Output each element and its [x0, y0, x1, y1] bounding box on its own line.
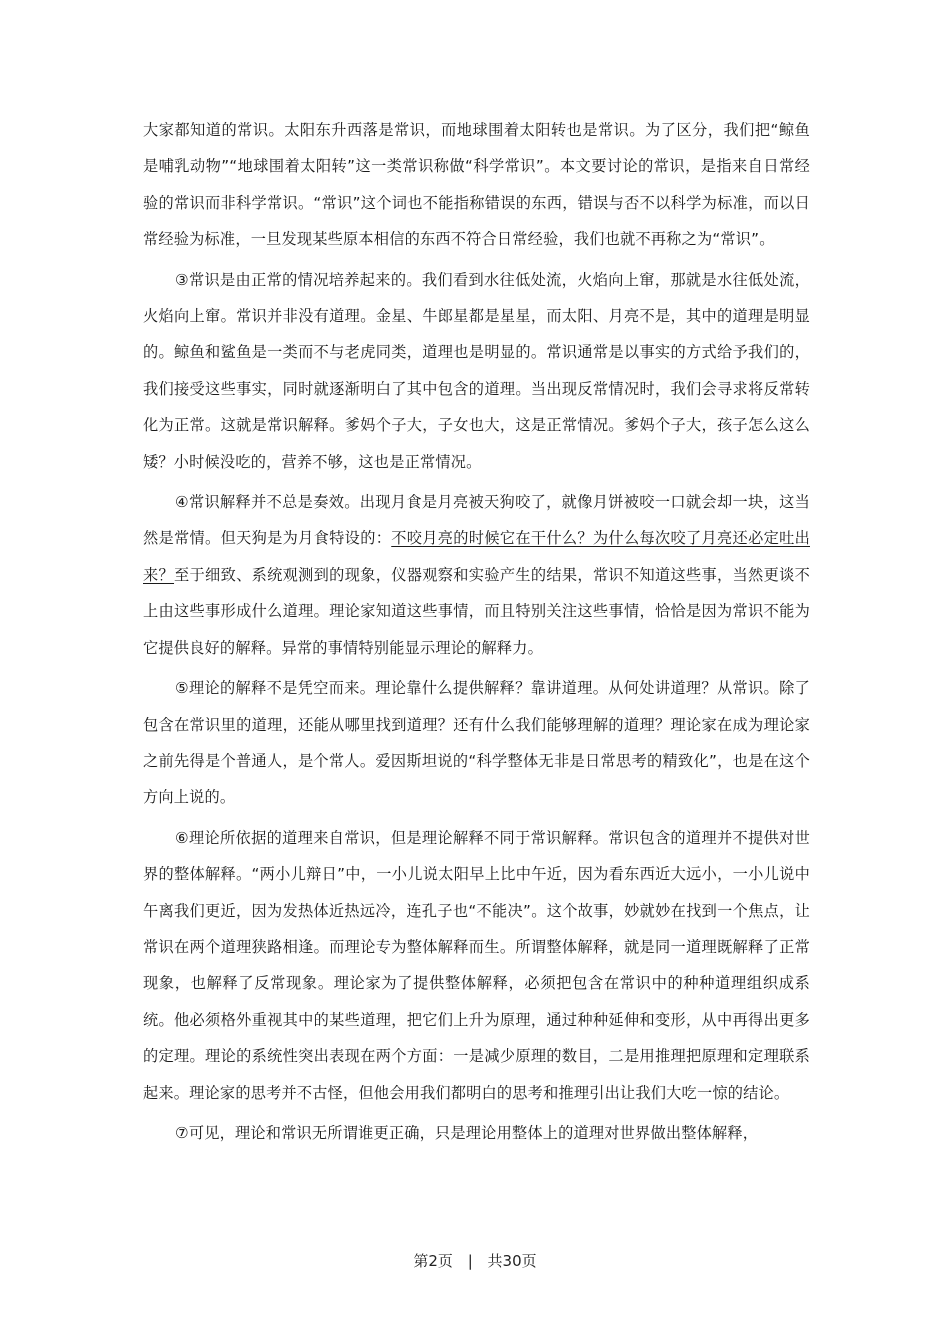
page-number: 第2页: [413, 1252, 453, 1270]
paragraph-6: ⑥理论所依据的道理来自常识，但是理论解释不同于常识解释。常识包含的道理并不提供对世界的整体解释。“两小儿辩日”中，一小儿说太阳早上比中午近，因为看东西近大远小，一小儿说中午离我们更近，因为发热体近热远冷，连孔子也“不能决”。这个故事，妙就妙在找到一个焦点，让常识在两个道理狭路相逢。而理论专为整体解释而生。所谓整体解释，就是同一道理既解释了正常现象，也解释了反常现象。理论家为了提供整体解释，必须把包含在常识中的种种道理组织成系统。他必须格外重视其中的某些道理，把它们上升为原理，通过种种延伸和变形，从中再得出更多的定理。理论的系统性突出表现在两个方面：一是减少原理的数目，二是用推理把原理和定理联系起来。理论家的思考并不古怪，但他会用我们都明白的思考和推理引出让我们大吃一惊的结论。: [143, 828, 810, 1102]
total-pages: 共30页: [487, 1252, 537, 1270]
footer-separator: |: [467, 1252, 473, 1270]
paragraph-7: ⑦可见，理论和常识无所谓谁更正确，只是理论用整体上的道理对世界做出整体解释，: [175, 1123, 759, 1142]
article-body: [143, 112, 810, 1155]
underlined-question: 不咬月亮的时候它在干什么？为什么每次咬了月亮还必定吐出来？: [143, 529, 810, 584]
page-footer: [0, 1250, 950, 1271]
paragraph-2-continued: 大家都知道的常识。太阳东升西落是常识，而地球围着太阳转也是常识。为了区分，我们把“鲸鱼是哺乳动物”“地球围着太阳转”这一类常识称做“科学常识”。本文要讨论的常识，是指来自日常经验的常识而非科学常识。“常识”这个词也不能指称错误的东西，错误与否不以科学为标准，而以日常经验为标准，一旦发现某些原本相信的东西不符合日常经验，我们也就不再称之为“常识”。: [143, 121, 810, 249]
paragraph-4: [143, 484, 810, 666]
paragraph-5: ⑤理论的解释不是凭空而来。理论靠什么提供解释？靠讲道理。从何处讲道理？从常识。除了包含在常识里的道理，还能从哪里找到道理？还有什么我们能够理解的道理？理论家在成为理论家之前先得是个普通人，是个常人。爱因斯坦说的“科学整体无非是日常思考的精致化”，也是在这个方向上说的。: [143, 679, 810, 807]
paragraph-3: ③常识是由正常的情况培养起来的。我们看到水往低处流，火焰向上窜，那就是水往低处流，火焰向上窜。常识并非没有道理。金星、牛郎星都是星星，而太阳、月亮不是，其中的道理是明显的。鲸鱼和鲨鱼是一类而不与老虎同类，道理也是明显的。常识通常是以事实的方式给予我们的，我们接受这些事实，同时就逐渐明白了其中包含的道理。当出现反常情况时，我们会寻求将反常转化为正常。这就是常识解释。爹妈个子大，子女也大，这是正常情况。爹妈个子大，孩子怎么这么矮？小时候没吃的，营养不够，这也是正常情况。: [143, 270, 810, 471]
paragraph-4-after: 至于细致、系统观测到的现象，仪器观察和实验产生的结果，常识不知道这些事，当然更谈不上由这些事形成什么道理。理论家知道这些事情，而且特别关注这些事情，恰恰是因为常识不能为它提供良好的解释。异常的事情特别能显示理论的解释力。: [143, 565, 810, 657]
paragraph-4-before: ④常识解释并不总是奏效。出现月食是月亮被天狗咬了，就像月饼被咬一口就会却一块，这当然是常情。但天狗是为月食特设的：: [143, 493, 810, 548]
